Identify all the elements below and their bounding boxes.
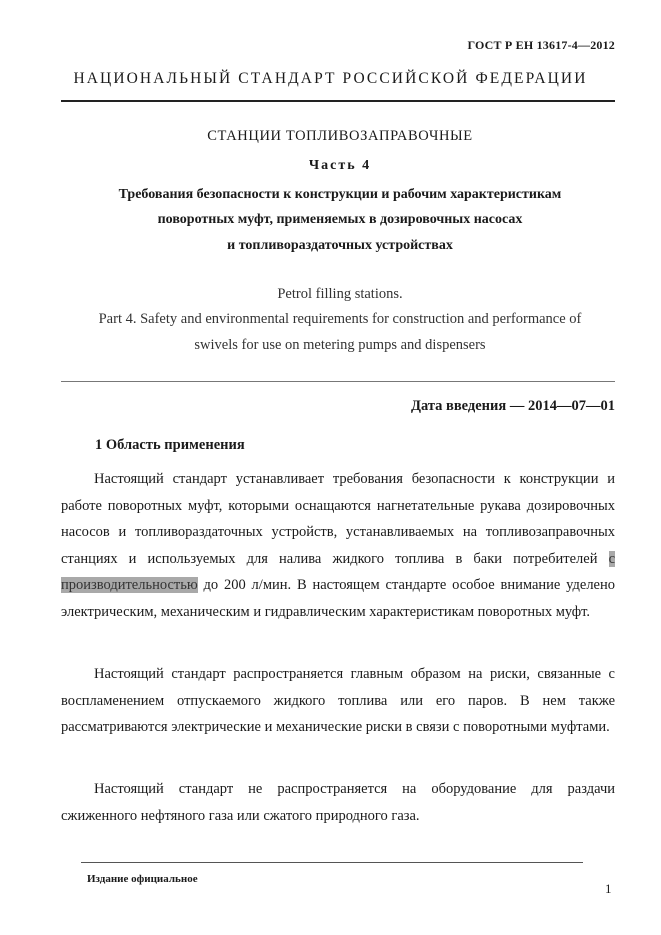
paragraph-1 bbox=[61, 466, 615, 625]
subtitle-line-3: и топливораздаточных устройствах bbox=[227, 238, 453, 253]
english-title-line-3: swivels for use on metering pumps and dispensers bbox=[194, 337, 486, 353]
paragraph-3: Настоящий стандарт не распространяется на оборудование для раздачи сжиженного нефтяного газа или сжатого природного газа. bbox=[61, 781, 615, 824]
english-title-line-1: Petrol filling stations. bbox=[277, 286, 403, 302]
edition-label: Издание официальное bbox=[87, 873, 198, 885]
footer-divider bbox=[81, 862, 583, 863]
middle-divider bbox=[61, 381, 615, 382]
highlighted-text[interactable]: с производительностью bbox=[61, 550, 615, 593]
part-label: Часть 4 bbox=[308, 158, 372, 173]
subtitle-line-2: поворотных муфт, применяемых в дозировочных насосах bbox=[157, 212, 523, 227]
english-title-line-2: Part 4. Safety and environmental requirements for construction and performance of bbox=[98, 311, 582, 327]
paragraph-2: Настоящий стандарт распространяется главным образом на риски, связанные с воспламенением отпускаемого жидкого топлива или его паров. В нем также рассматриваются электрические и механические риски в связи с поворотными муфтами. bbox=[61, 666, 615, 735]
paragraph-1-text-end: до 200 л/мин. В настоящем стандарте особое внимание уделено электрическим, механическим и гидравлическим характеристикам поворотных муфт. bbox=[61, 577, 615, 620]
section-heading: 1 Область применения bbox=[95, 437, 245, 453]
subtitle-line-1: Требования безопасности к конструкции и рабочим характеристикам bbox=[118, 187, 562, 202]
document-title: СТАНЦИИ ТОПЛИВОЗАПРАВОЧНЫЕ bbox=[207, 128, 473, 144]
top-divider bbox=[61, 100, 615, 102]
national-standard-heading: НАЦИОНАЛЬНЫЙ СТАНДАРТ РОССИЙСКОЙ ФЕДЕРАЦИИ bbox=[73, 70, 588, 87]
page-number: 1 bbox=[605, 881, 612, 896]
paragraph-1-text-start: Настоящий стандарт устанавливает требования безопасности к конструкции и работе поворотных муфт, которыми оснащаются нагнетательные рукава дозировочных насосов и топливораздаточных устройств, устанавливаемых на топливозаправочных станциях и используемых для налива жидкого топлива в баки потребителей bbox=[61, 471, 615, 567]
standard-code: ГОСТ Р ЕН 13617-4—2012 bbox=[467, 38, 615, 52]
introduction-date: Дата введения — 2014—07—01 bbox=[410, 398, 615, 414]
